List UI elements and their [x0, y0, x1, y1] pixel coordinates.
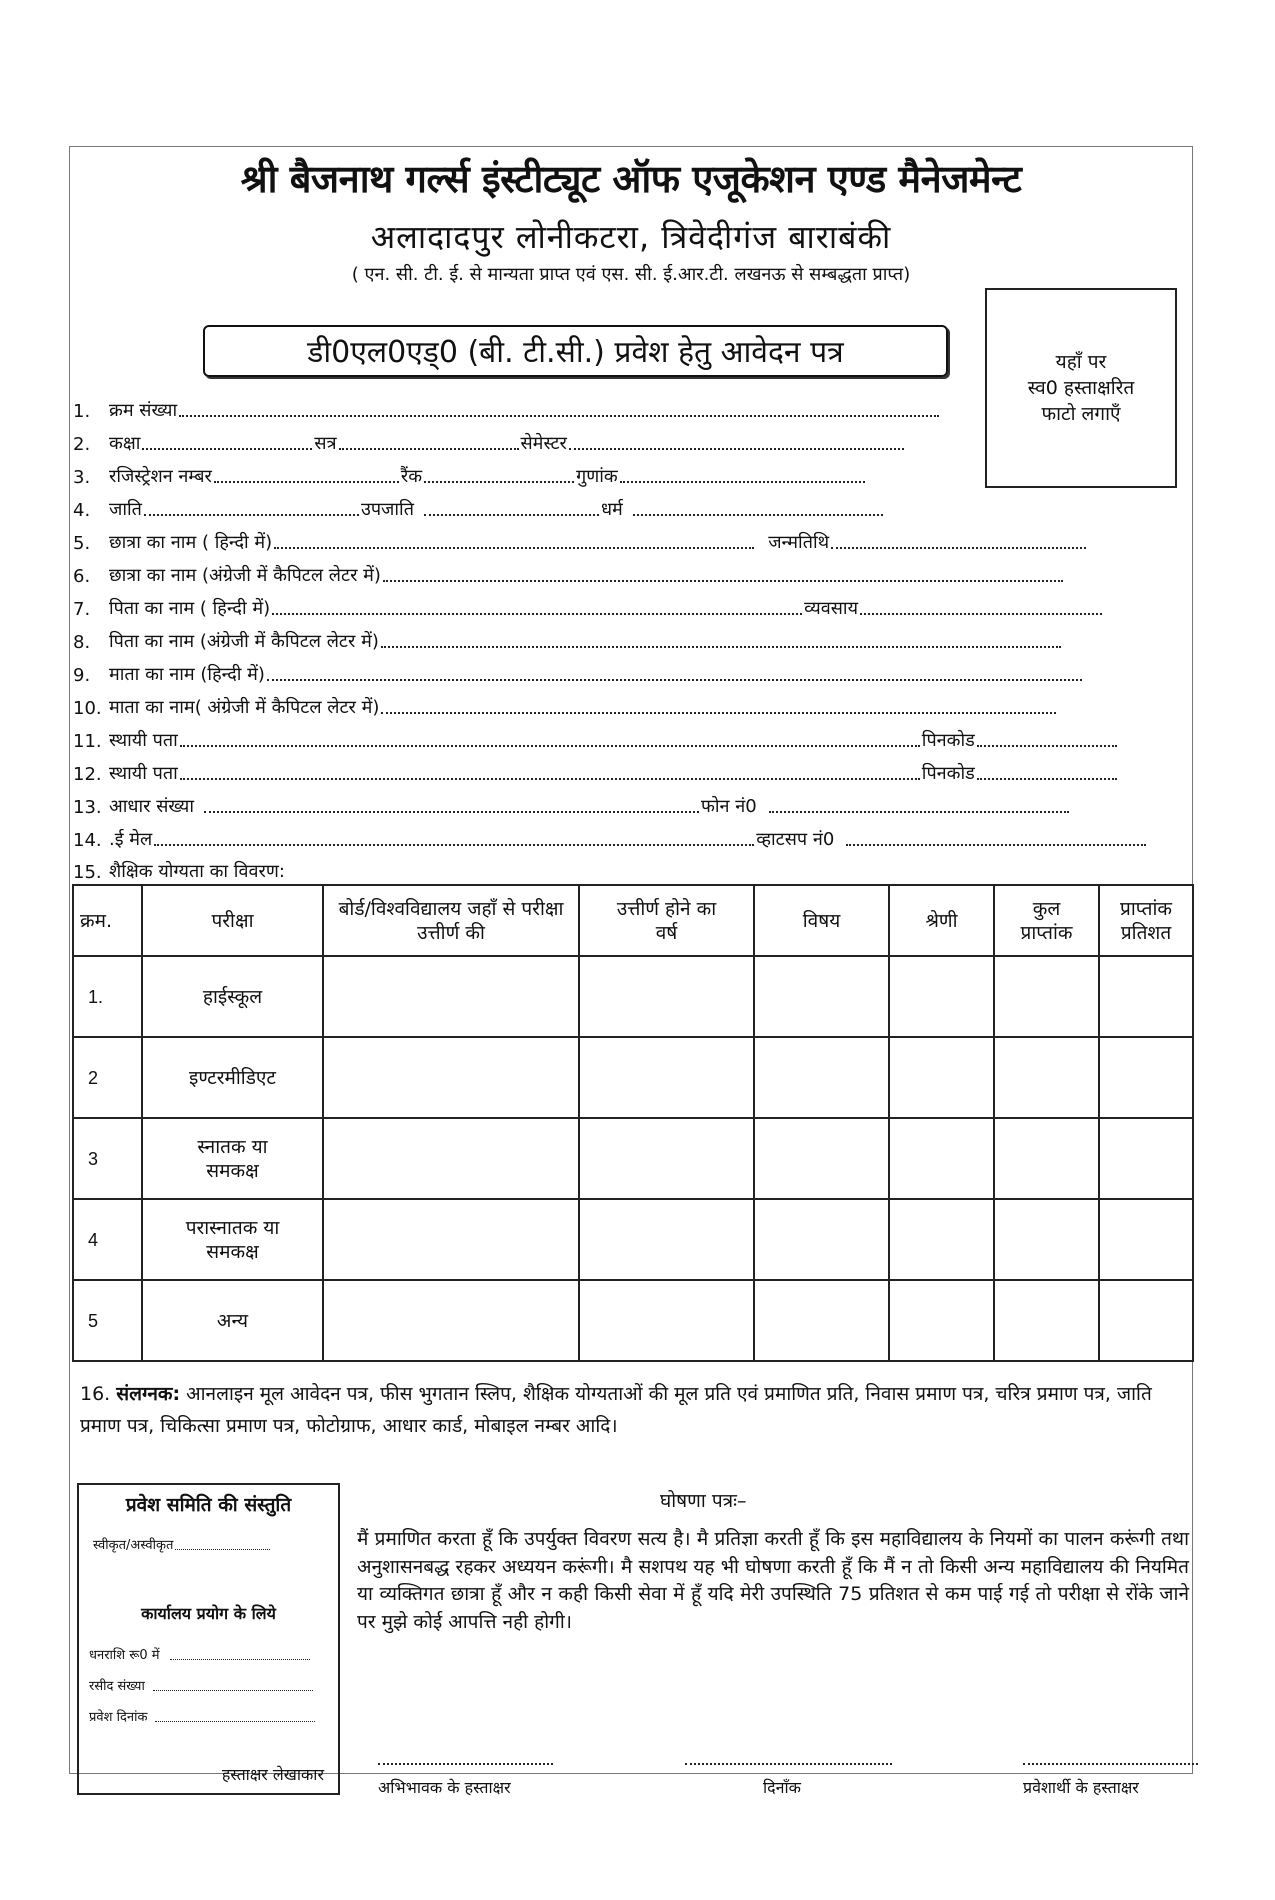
field-label: रैंक [400, 466, 423, 487]
merit-score-input[interactable] [620, 481, 865, 483]
year-cell[interactable] [579, 1280, 754, 1361]
subject-cell[interactable] [754, 1280, 889, 1361]
field-row-aadhaar [73, 792, 1071, 818]
field-number: 2. [73, 434, 91, 455]
photo-box-line: फाटो लगाएँ [1041, 403, 1121, 425]
receipt-number-input[interactable] [153, 1690, 313, 1691]
photo-placeholder-box[interactable] [985, 288, 1177, 488]
table-row [73, 1199, 1193, 1280]
field-label: उपजाति [360, 499, 414, 520]
field-number: 4. [73, 500, 91, 521]
class-input[interactable] [142, 448, 312, 450]
field-label: स्थायी पता [109, 763, 178, 784]
field-label: सेमेस्टर [520, 433, 567, 454]
attachments-label: संलग्नक: [116, 1383, 181, 1405]
institute-name: श्री बैजनाथ गर्ल्स इंस्टीट्यूट ऑफ एजूकेशन एण्ड मैनेजमेन्ट [240, 157, 1022, 201]
column-header: कुल प्राप्तांक [994, 885, 1099, 956]
percentage-cell[interactable] [1099, 956, 1193, 1037]
admission-committee-title: प्रवेश समिति की संस्तुति [125, 1494, 292, 1516]
admission-date-label: प्रवेश दिनांक [89, 1710, 148, 1725]
division-cell[interactable] [889, 1199, 994, 1280]
field-label: .ई मेल [109, 829, 153, 850]
percentage-cell[interactable] [1099, 1280, 1193, 1361]
percentage-cell[interactable] [1099, 1037, 1193, 1118]
total-marks-cell[interactable] [994, 1118, 1099, 1199]
photo-box-line: स्व0 हस्ताक्षरित [1027, 377, 1135, 399]
field-label: रजिस्ट्रेशन नम्बर [109, 466, 212, 487]
column-header: श्रेणी [889, 885, 994, 956]
year-cell[interactable] [579, 1037, 754, 1118]
field-label: क्रम संख्या [109, 400, 178, 421]
amount-label: धनराशि रू0 में [89, 1648, 160, 1663]
field-number: 12. [73, 764, 102, 785]
field-row-student-name-hindi [73, 528, 1088, 554]
row-serial: 1. [73, 956, 142, 1037]
attachments-section [80, 1378, 1190, 1442]
guardian-signature-label: अभिभावक के हस्ताक्षर [378, 1778, 511, 1797]
applicant-signature-label: प्रवेशार्थी के हस्ताक्षर [1023, 1778, 1139, 1797]
aadhaar-number-input[interactable] [204, 811, 699, 813]
field-number: 14. [73, 830, 102, 851]
field-row-father-name-english [73, 627, 1063, 653]
pincode-input[interactable] [977, 745, 1117, 747]
field-row-mother-name-english [73, 693, 1058, 719]
year-cell[interactable] [579, 1199, 754, 1280]
field-row-class-session [73, 429, 906, 455]
religion-input[interactable] [633, 514, 883, 516]
admission-date-input[interactable] [155, 1721, 315, 1722]
attachments-text: आनलाइन मूल आवेदन पत्र, फीस भुगतान स्लिप, शैक्षिक योग्यताओं की मूल प्रति एवं प्रमाणित प्रति, निवास प्रमाण पत्र, चरित्र प्रमाण पत्र, जाति प्रमाण पत्र, चिकित्सा प्रमाण पत्र, फोटोग्राफ, आधार कार्ड, मोबाइल नम्बर आदि। [80, 1383, 1152, 1437]
exam-name: इण्टरमीडिएट [142, 1037, 323, 1118]
approval-line [93, 1535, 272, 1553]
father-name-english-input[interactable] [381, 646, 1061, 648]
session-input[interactable] [339, 448, 519, 450]
mother-name-english-input[interactable] [381, 712, 1056, 714]
caste-input[interactable] [144, 514, 359, 516]
receipt-line [89, 1676, 313, 1694]
exam-name: हाईस्कूल [142, 956, 323, 1037]
subject-cell[interactable] [754, 1199, 889, 1280]
student-name-english-input[interactable] [383, 580, 1063, 582]
field-label: धर्म [600, 499, 623, 520]
field-label: जाति [109, 499, 142, 520]
mother-name-hindi-input[interactable] [267, 679, 1082, 681]
registration-number-input[interactable] [214, 481, 399, 483]
field-label: पिनकोड [921, 763, 975, 784]
table-row [73, 1037, 1193, 1118]
field-label: आधार संख्या [109, 796, 195, 817]
permanent-address-input[interactable] [180, 778, 920, 780]
board-cell[interactable] [323, 1037, 579, 1118]
field-label: कक्षा [109, 433, 141, 454]
total-marks-cell[interactable] [994, 956, 1099, 1037]
serial-number-input[interactable] [179, 415, 939, 417]
board-cell[interactable] [323, 1118, 579, 1199]
field-row-permanent-address-2 [73, 759, 1119, 785]
total-marks-cell[interactable] [994, 1037, 1099, 1118]
percentage-cell[interactable] [1099, 1199, 1193, 1280]
field-number: 13. [73, 797, 102, 818]
field-label: सत्र [314, 433, 337, 454]
field-label: पिता का नाम ( हिन्दी में) [109, 598, 271, 619]
whatsapp-number-input[interactable] [846, 844, 1146, 846]
column-header: बोर्ड/विश्वविद्यालय जहाँ से परीक्षा उत्तीर्ण की [323, 885, 579, 956]
field-row-registration [73, 462, 867, 488]
date-input[interactable] [685, 1763, 892, 1765]
field-label: गुणांक [576, 466, 618, 487]
admission-date-line [89, 1707, 315, 1725]
subject-cell[interactable] [754, 956, 889, 1037]
accountant-signature-label: हस्ताक्षर लेखाकार [221, 1765, 324, 1784]
field-label: छात्रा का नाम (अंग्रेजी में कैपिटल लेटर में) [109, 565, 381, 586]
field-number: 3. [73, 467, 91, 488]
field-number: 11. [73, 731, 102, 752]
column-header: प्राप्तांक प्रतिशत [1099, 885, 1193, 956]
field-row-caste [73, 495, 885, 521]
field-label: फोन नं0 [701, 796, 757, 817]
year-cell[interactable] [579, 1118, 754, 1199]
exam-name: परास्नातक या समकक्ष [142, 1199, 323, 1280]
field-label: छात्रा का नाम ( हिन्दी में) [109, 532, 273, 553]
subject-cell[interactable] [754, 1118, 889, 1199]
date-label: दिनाँक [763, 1778, 801, 1797]
division-cell[interactable] [889, 956, 994, 1037]
table-row [73, 956, 1193, 1037]
guardian-signature-input[interactable] [378, 1763, 553, 1765]
field-row-mother-name-hindi [73, 660, 1084, 686]
row-serial: 4 [73, 1199, 142, 1280]
exam-name: स्नातक या समकक्ष [142, 1118, 323, 1199]
receipt-label: रसीद संख्या [89, 1679, 145, 1694]
field-number: 1. [73, 401, 91, 422]
field-number: 8. [73, 632, 91, 653]
field-row-serial-number [73, 396, 941, 422]
student-name-hindi-input[interactable] [274, 547, 754, 549]
table-row [73, 1280, 1193, 1361]
field-label: स्थायी पता [109, 730, 178, 751]
year-cell[interactable] [579, 956, 754, 1037]
sub-caste-input[interactable] [424, 514, 599, 516]
field-row-education-heading [73, 857, 285, 883]
institute-affiliation: ( एन. सी. टी. ई. से मान्यता प्राप्त एवं एस. सी. ई.आर.टी. लखनऊ से सम्बद्धता प्राप्त) [351, 264, 911, 285]
field-row-permanent-address-1 [73, 726, 1119, 752]
approval-input[interactable] [175, 1549, 270, 1550]
form-title: डी0एल0एड्0 (बी. टी.सी.) प्रवेश हेतु आवेदन पत्र [203, 325, 948, 377]
table-header-row [73, 885, 1193, 956]
permanent-address-input[interactable] [180, 745, 920, 747]
email-input[interactable] [154, 844, 754, 846]
column-header: विषय [754, 885, 889, 956]
column-header: क्रम. [73, 885, 142, 956]
board-cell[interactable] [323, 1199, 579, 1280]
field-label: जन्मतिथि [768, 532, 830, 553]
total-marks-cell[interactable] [994, 1199, 1099, 1280]
applicant-signature-input[interactable] [1023, 1763, 1198, 1765]
percentage-cell[interactable] [1099, 1118, 1193, 1199]
amount-line [89, 1645, 310, 1663]
board-cell[interactable] [323, 956, 579, 1037]
column-header: उत्तीर्ण होने का वर्ष [579, 885, 754, 956]
row-serial: 3 [73, 1118, 142, 1199]
division-cell[interactable] [889, 1118, 994, 1199]
photo-box-line: यहाँ पर [1055, 351, 1107, 373]
rank-input[interactable] [424, 481, 574, 483]
amount-input[interactable] [170, 1659, 310, 1660]
total-marks-cell[interactable] [994, 1280, 1099, 1361]
pincode-input[interactable] [977, 778, 1117, 780]
field-number: 10. [73, 698, 102, 719]
subject-cell[interactable] [754, 1037, 889, 1118]
institute-address: अलादादपुर लोनीकटरा, त्रिवेदीगंज बाराबंकी [370, 218, 892, 256]
table-row [73, 1118, 1193, 1199]
field-label: व्यवसाय [804, 598, 859, 619]
field-label: माता का नाम (हिन्दी में) [109, 664, 265, 685]
field-label: पिता का नाम (अंग्रेजी में कैपिटल लेटर में) [109, 631, 379, 652]
office-use-title: कार्यालय प्रयोग के लिये [141, 1604, 276, 1623]
field-row-student-name-english [73, 561, 1065, 587]
field-label: पिनकोड [921, 730, 975, 751]
field-label: माता का नाम( अंग्रेजी में कैपिटल लेटर में) [109, 697, 380, 718]
row-serial: 5 [73, 1280, 142, 1361]
board-cell[interactable] [323, 1280, 579, 1361]
field-number: 5. [73, 533, 91, 554]
declaration-title: घोषणा पत्रः– [660, 1490, 747, 1512]
field-number: 6. [73, 566, 91, 587]
attachments-number: 16. [80, 1383, 111, 1405]
field-number: 15. [73, 862, 102, 883]
occupation-input[interactable] [860, 613, 1102, 615]
field-label: व्हाटसप नं0 [756, 829, 835, 850]
education-qualification-table [72, 884, 1194, 1362]
row-serial: 2 [73, 1037, 142, 1118]
field-row-email [73, 825, 1148, 851]
division-cell[interactable] [889, 1280, 994, 1361]
approval-label: स्वीकृत/अस्वीकृत [93, 1538, 174, 1553]
division-cell[interactable] [889, 1037, 994, 1118]
section-heading: शैक्षिक योग्यता का विवरण: [109, 861, 285, 882]
office-use-box [77, 1483, 340, 1795]
field-row-father-name-hindi [73, 594, 1104, 620]
column-header: परीक्षा [142, 885, 323, 956]
field-number: 9. [73, 665, 91, 686]
father-name-hindi-input[interactable] [272, 613, 802, 615]
date-of-birth-input[interactable] [831, 547, 1086, 549]
phone-number-input[interactable] [769, 811, 1069, 813]
exam-name: अन्य [142, 1280, 323, 1361]
field-number: 7. [73, 599, 91, 620]
declaration-text: मैं प्रमाणित करता हूँ कि उपर्युक्त विवरण सत्य है। मै प्रतिज्ञा करती हूँ कि इस महाविद्यालय के नियमों का पालन करूंगी तथा अनुशासनबद्ध रहकर अध्ययन करूंगी। मै सशपथ यह भी घोषणा करती हूँ कि मैं न तो किसी अन्य महाविद्यालय की नियमित या व्यक्तिगत छात्रा हूँ और न कही किसी सेवा में हूँ यदि मेरी उपस्थिति 75 प्रतिशत से कम पाई गई तो परीक्षा से रोंके जाने पर मुझे कोई आपत्ति नही होगी। [357, 1528, 1189, 1633]
semester-input[interactable] [569, 448, 904, 450]
